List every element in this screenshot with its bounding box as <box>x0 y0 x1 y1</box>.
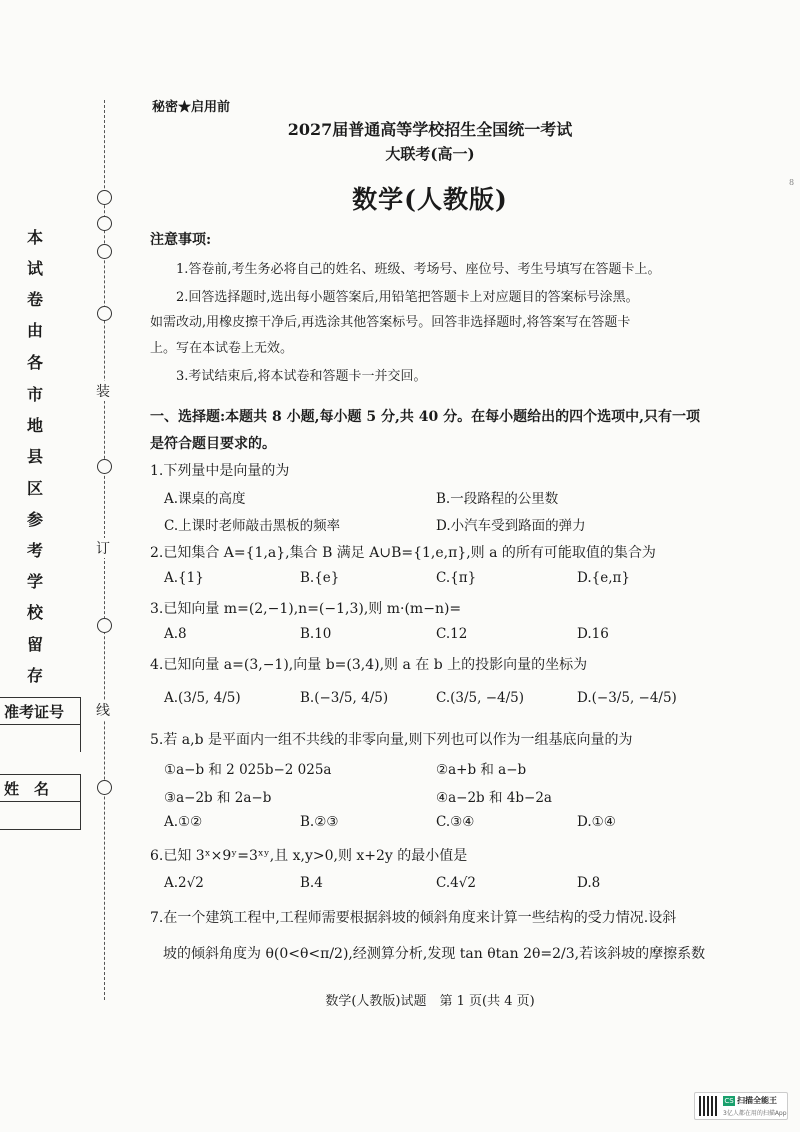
q2-option-c: C.{π} <box>436 570 477 586</box>
question-7-stem-cont: 坡的倾斜角度为 θ(0<θ<π/2),经测算分析,发现 tan θtan 2θ=2/3,若该斜坡的摩擦系数 <box>163 946 706 962</box>
vertical-char: 学 <box>27 572 44 591</box>
vertical-char: 存 <box>27 666 44 685</box>
q6-option-c: C.4√2 <box>436 875 476 891</box>
vertical-char: 市 <box>27 385 44 404</box>
question-5-stem: 5.若 a,b 是平面内一组不共线的非零向量,则下列也可以作为一组基底向量的为 <box>150 732 633 748</box>
q3-option-d: D.16 <box>577 626 609 642</box>
name-divider <box>0 801 81 802</box>
scanner-watermark <box>694 1092 788 1120</box>
q2-option-a: A.{1} <box>164 570 204 586</box>
q5-choice-2: ②a+b 和 a−b <box>436 762 527 778</box>
q3-option-a: A.8 <box>164 626 187 642</box>
q2-option-b: B.{e} <box>300 570 340 586</box>
question-2-stem: 2.已知集合 A={1,a},集合 B 满足 A∪B={1,e,π},则 a 的所有可能取值的集合为 <box>150 545 656 561</box>
binding-hole <box>97 618 112 633</box>
subject-title: 数学(人教版) <box>352 185 508 214</box>
q1-option-c: C.上课时老师敲击黑板的频率 <box>164 518 341 534</box>
vertical-char: 参 <box>27 510 44 529</box>
q5-option-c: C.③④ <box>436 814 475 830</box>
q6-option-a: A.2√2 <box>164 875 204 891</box>
scanner-slogan: 3亿人都在用的扫描App <box>723 1110 787 1117</box>
vertical-char: 本 <box>27 228 44 247</box>
binding-hole <box>97 459 112 474</box>
q1-option-a: A.课桌的高度 <box>164 491 246 507</box>
q2-option-d: D.{e,π} <box>577 570 630 586</box>
q4-option-b: B.(−3/5, 4/5) <box>300 690 389 706</box>
qr-code-icon <box>699 1096 719 1116</box>
vertical-char: 试 <box>27 259 44 278</box>
secret-mark: 秘密★启用前 <box>152 100 231 115</box>
q4-option-d: D.(−3/5, −4/5) <box>577 690 677 706</box>
binding-char-xian: 线 <box>96 700 110 720</box>
question-6-stem: 6.已知 3ˣ×9ʸ=3ˣʸ,且 x,y>0,则 x+2y 的最小值是 <box>150 848 468 864</box>
admission-number-label: 准考证号 <box>4 703 65 721</box>
q3-option-b: B.10 <box>300 626 332 642</box>
question-1-stem: 1.下列量中是向量的为 <box>150 463 290 479</box>
vertical-char: 县 <box>27 447 44 466</box>
q5-option-a: A.①② <box>164 814 203 830</box>
vertical-char: 校 <box>27 603 44 622</box>
scanner-logo-icon: CS <box>724 1097 734 1105</box>
binding-hole <box>97 306 112 321</box>
vertical-char: 由 <box>27 321 44 340</box>
binding-hole <box>97 216 112 231</box>
notice-item-1: 1.答卷前,考生务必将自己的姓名、班级、考场号、座位号、考生号填写在答题卡上。 <box>176 262 661 277</box>
q5-choice-3: ③a−2b 和 2a−b <box>164 790 272 806</box>
vertical-char: 卷 <box>27 290 44 309</box>
q5-option-d: D.①④ <box>577 814 616 830</box>
q5-choice-1: ①a−b 和 2 025b−2 025a <box>164 762 332 778</box>
vertical-char: 留 <box>27 635 44 654</box>
section-heading-cont: 是符合题目要求的。 <box>150 436 276 452</box>
notice-item-3: 3.考试结束后,将本试卷和答题卡一并交回。 <box>176 369 427 384</box>
notice-title: 注意事项: <box>150 232 212 248</box>
q3-option-c: C.12 <box>436 626 468 642</box>
edge-mark: 8 <box>789 178 795 187</box>
vertical-char: 区 <box>27 479 44 498</box>
q4-option-c: C.(3/5, −4/5) <box>436 690 525 706</box>
vertical-char: 地 <box>27 416 44 435</box>
notice-item-2-cont: 如需改动,用橡皮擦干净后,再选涂其他答案标号。回答非选择题时,将答案写在答题卡 <box>150 315 631 330</box>
exam-subtitle: 大联考(高一) <box>385 145 475 163</box>
notice-item-2: 2.回答选择题时,选出每小题答案后,用铅笔把答题卡上对应题目的答案标号涂黑。 <box>176 290 639 305</box>
vertical-char: 考 <box>27 541 44 560</box>
q6-option-d: D.8 <box>577 875 601 891</box>
scanner-app-name: 扫描全能王 <box>737 1096 777 1105</box>
admission-number-divider <box>0 724 81 725</box>
name-label: 姓 名 <box>4 780 50 798</box>
question-7-stem: 7.在一个建筑工程中,工程师需要根据斜坡的倾斜角度来计算一些结构的受力情况.设斜 <box>150 910 677 926</box>
q5-option-b: B.②③ <box>300 814 339 830</box>
vertical-char: 各 <box>27 353 44 372</box>
notice-item-2-end: 上。写在本试卷上无效。 <box>150 341 294 356</box>
binding-char-ding: 订 <box>96 538 110 558</box>
question-4-stem: 4.已知向量 a=(3,−1),向量 b=(3,4),则 a 在 b 上的投影向量的坐标为 <box>150 657 588 673</box>
q6-option-b: B.4 <box>300 875 323 891</box>
exam-title: 2027届普通高等学校招生全国统一考试 <box>287 120 573 139</box>
q5-choice-4: ④a−2b 和 4b−2a <box>436 790 552 806</box>
q1-option-b: B.一段路程的公里数 <box>436 491 559 507</box>
question-3-stem: 3.已知向量 m=(2,−1),n=(−1,3),则 m·(m−n)= <box>150 601 462 617</box>
binding-hole <box>97 244 112 259</box>
binding-hole <box>97 780 112 795</box>
page-footer: 数学(人教版)试题 第 1 页(共 4 页) <box>325 994 535 1009</box>
binding-char-zhuang: 装 <box>96 381 110 401</box>
q4-option-a: A.(3/5, 4/5) <box>164 690 241 706</box>
section-heading: 一、选择题:本题共 8 小题,每小题 5 分,共 40 分。在每小题给出的四个选项中,只有一项 <box>150 409 700 425</box>
q1-option-d: D.小汽车受到路面的弹力 <box>436 518 586 534</box>
